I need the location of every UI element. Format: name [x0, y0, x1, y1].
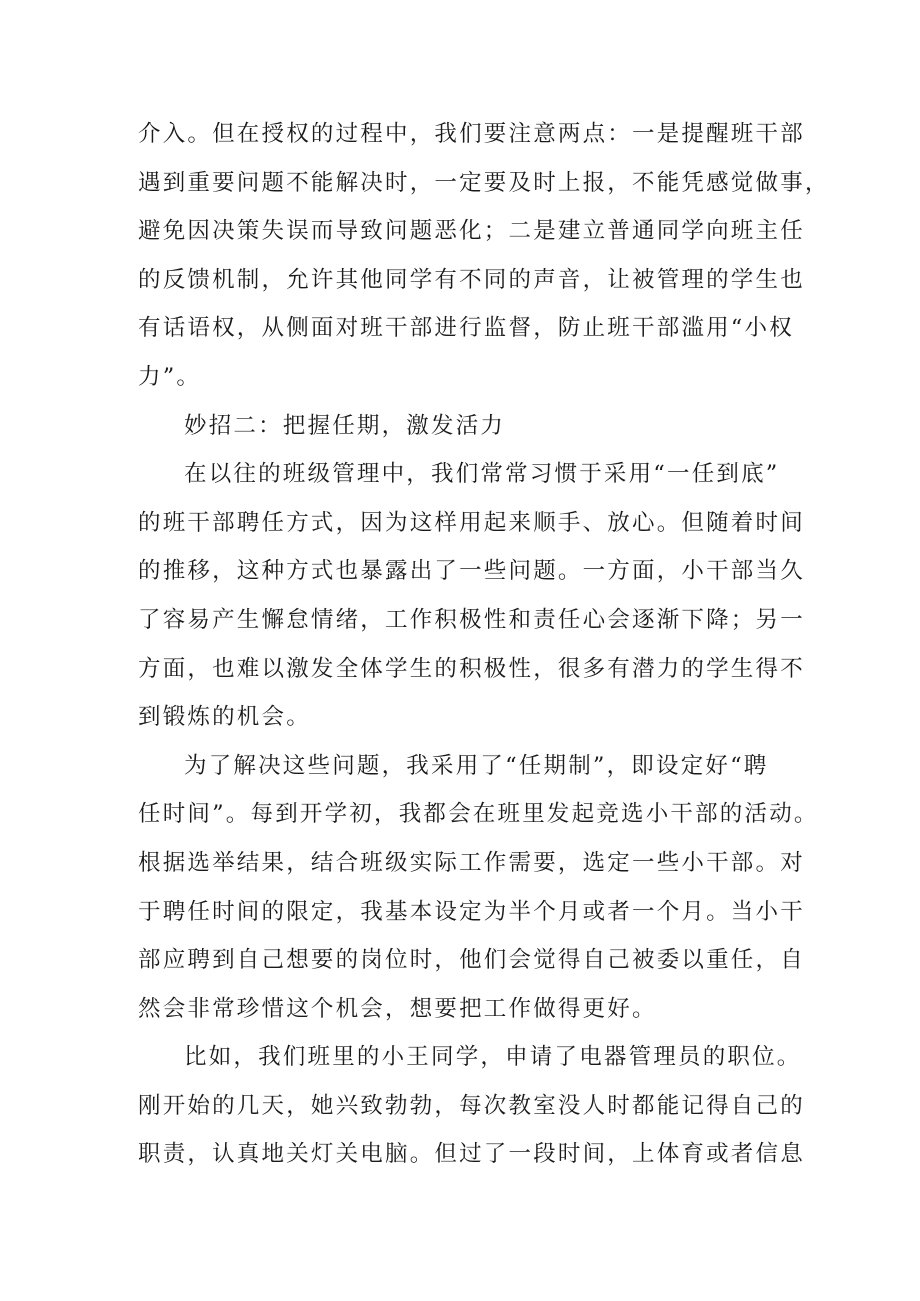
- paragraph-first-line: 为了解决这些问题，我采用了“任期制”，即设定好“聘: [184, 752, 769, 779]
- text-line: 遇到重要问题不能解决时，一定要及时上报，不能凭感觉做事，: [138, 169, 830, 196]
- text-line: 有话语权，从侧面对班干部进行监督，防止班干部滥用“小权: [138, 315, 794, 342]
- paragraph-first-line: 比如，我们班里的小王同学，申请了电器管理员的职位。: [184, 1044, 802, 1071]
- text-line: 根据选举结果，结合班级实际工作需要，选定一些小干部。对: [138, 849, 805, 876]
- paragraph-first-line: 在以往的班级管理中，我们常常习惯于采用“一任到底”: [184, 461, 780, 488]
- document-body: [138, 110, 830, 1179]
- text-line: 然会非常珍惜这个机会，想要把工作做得更好。: [138, 995, 657, 1022]
- text-line: 避免因决策失误而导致问题恶化；二是建立普通同学向班主任: [138, 218, 805, 245]
- text-line: 方面，也难以激发全体学生的积极性，很多有潜力的学生得不: [138, 655, 805, 682]
- text-line: 了容易产生懈怠情绪，工作积极性和责任心会逐渐下降；另一: [138, 606, 805, 633]
- text-line: 的班干部聘任方式，因为这样用起来顺手、放心。但随着时间: [138, 509, 805, 536]
- text-line: 的反馈机制，允许其他同学有不同的声音，让被管理的学生也: [138, 266, 805, 293]
- text-line: 任时间”。每到开学初，我都会在班里发起竞选小干部的活动。: [138, 801, 819, 828]
- text-line: 部应聘到自己想要的岗位时，他们会觉得自己被委以重任，自: [138, 947, 805, 974]
- text-line: 的推移，这种方式也暴露出了一些问题。一方面，小干部当久: [138, 558, 805, 585]
- text-line: 于聘任时间的限定，我基本设定为半个月或者一个月。当小干: [138, 898, 805, 925]
- section-heading: 妙招二：把握任期，激发活力: [184, 412, 506, 439]
- text-line: 介入。但在授权的过程中，我们要注意两点：一是提醒班干部: [138, 121, 805, 147]
- text-line: 职责，认真地关灯关电脑。但过了一段时间，上体育或者信息: [138, 1141, 805, 1168]
- text-line: 力”。: [138, 363, 202, 390]
- text-line: 到锻炼的机会。: [138, 704, 311, 731]
- text-line: 刚开始的几天，她兴致勃勃，每次教室没人时都能记得自己的: [138, 1092, 805, 1119]
